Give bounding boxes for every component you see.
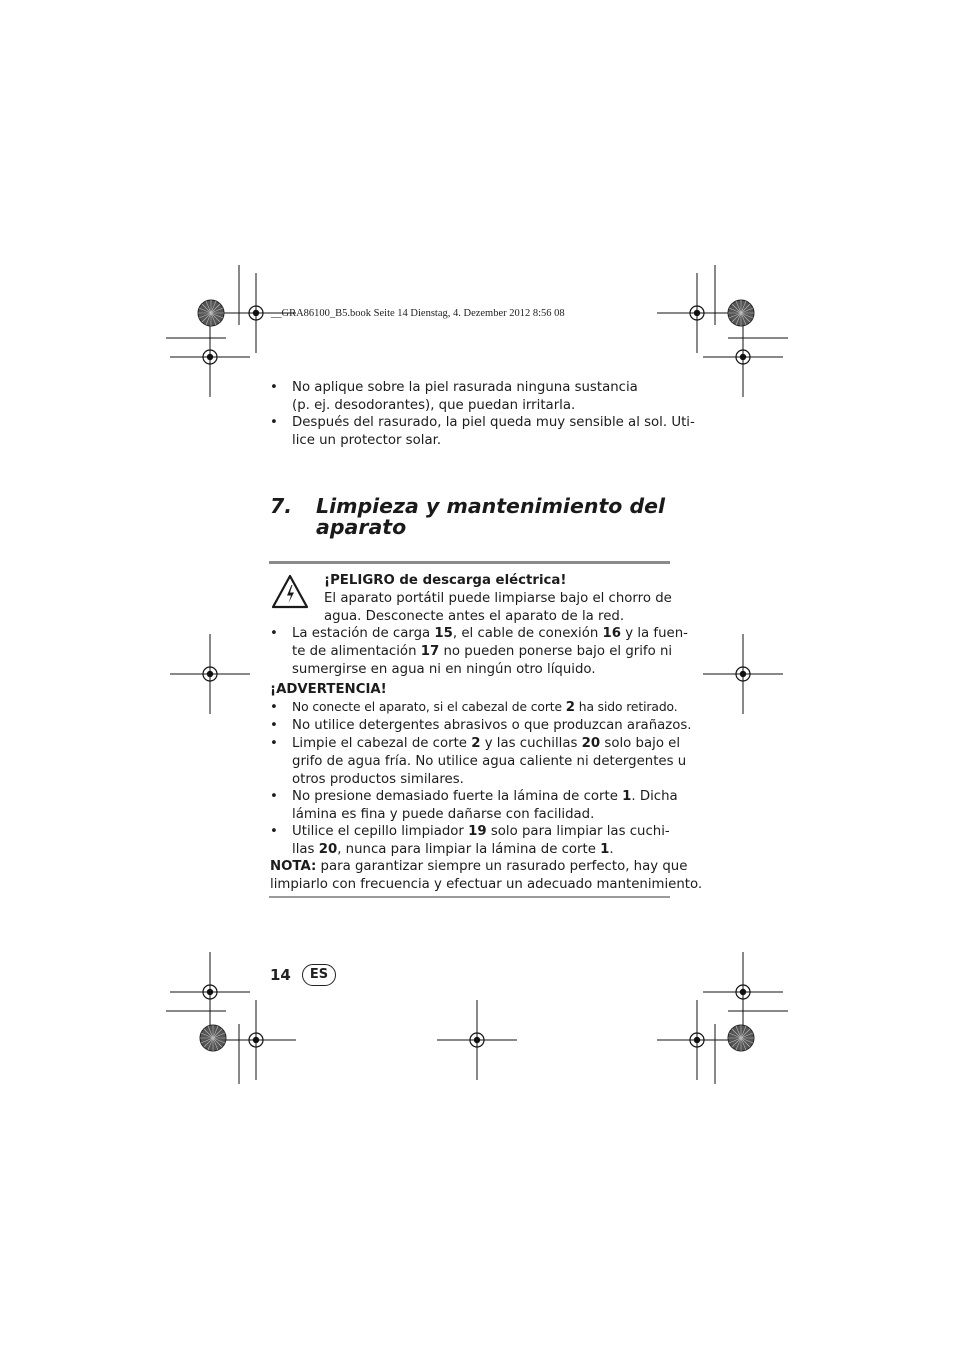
language-badge: ES: [302, 964, 336, 986]
ref-number: 20: [318, 841, 338, 857]
station-bullet-line-2: [292, 643, 672, 661]
note-label: NOTA:: [270, 859, 317, 874]
intro-bullet-2-line-2: lice un protector solar.: [292, 432, 442, 448]
text: llas: [292, 841, 319, 857]
page-number: 14: [270, 966, 291, 984]
danger-title: ¡PELIGRO de descarga eléctrica!: [324, 573, 567, 588]
text: Utilice el cepillo limpiador: [292, 824, 469, 839]
ref-number: 1: [622, 789, 632, 804]
text: No conecte el aparato, si el cabezal de corte: [292, 700, 566, 714]
warning-bullet-3-line-3: otros productos similares.: [292, 771, 464, 787]
text: , nunca para limpiar la lámina de corte: [337, 841, 601, 857]
warning-bullet-5-line-2: [292, 841, 672, 859]
text: , el cable de conexión: [452, 626, 603, 641]
text: no pueden ponerse bajo el grifo ni: [439, 643, 673, 659]
ref-number: 2: [565, 700, 575, 715]
ref-number: 16: [602, 626, 622, 641]
electric-warning-icon: [271, 574, 309, 610]
warning-bullet-4: • No presione demasiado fuerte la lámina de corte 1. Dicha lámina es fina y puede dañarse con facilidad.: [270, 789, 678, 822]
warning-bullet-2-line: No utilice detergentes abrasivos o que produzcan arañazos.: [292, 718, 692, 733]
ref-number: 2: [471, 736, 481, 751]
ref-number: 17: [420, 643, 440, 659]
ref-number: 19: [468, 824, 487, 839]
warning-bullet-2: • No utilice detergentes abrasivos o que produzcan arañazos.: [270, 718, 692, 733]
danger-block: [324, 572, 674, 625]
text: y las cuchillas: [480, 736, 582, 751]
note-line-2: limpiarlo con frecuencia y efectuar un adecuado mantenimiento.: [270, 876, 703, 892]
intro-bullet-1-line-2: (p. ej. desodorantes), que puedan irritarla.: [292, 397, 576, 413]
text: No presione demasiado fuerte la lámina de corte: [292, 789, 623, 804]
text: y la fuen-: [621, 626, 688, 641]
intro-bullet-2: • Después del rasurado, la piel queda muy sensible al sol. Uti- lice un protector solar.: [270, 415, 695, 448]
intro-bullet-2-line-1: Después del rasurado, la piel queda muy sensible al sol. Uti-: [292, 415, 695, 430]
text: Limpie el cabezal de corte: [292, 736, 472, 751]
section-divider: [269, 561, 670, 564]
ref-number: 1: [600, 841, 610, 857]
note-line-1: [270, 858, 688, 876]
station-bullet-line-3: sumergirse en agua ni en ningún otro líquido.: [292, 661, 596, 677]
station-bullet-line-1: [292, 625, 688, 643]
ref-number: 20: [581, 736, 601, 751]
warning-bullet-4-line-2: lámina es fina y puede dañarse con facilidad.: [292, 806, 595, 822]
text: .: [609, 841, 614, 857]
text: La estación de carga: [292, 626, 435, 641]
section-title-line-2: aparato: [316, 515, 407, 539]
danger-line-2: agua. Desconecte antes el aparato de la red.: [324, 608, 625, 624]
warning-bullet-5: • Utilice el cepillo limpiador 19 solo para limpiar las cuchi- llas 20, nunca para limpiar la lámina de corte 1.: [270, 823, 672, 859]
text: solo bajo el: [600, 736, 681, 751]
text: ha sido retirado.: [574, 700, 678, 714]
note-block: [270, 858, 703, 894]
intro-bullet-1-line-1: No aplique sobre la piel rasurada ninguna sustancia: [292, 380, 638, 395]
intro-bullet-1: • No aplique sobre la piel rasurada ninguna sustancia (p. ej. desodorantes), que puedan irritarla.: [270, 379, 672, 415]
text: solo para limpiar las cuchi-: [486, 824, 670, 839]
text: te de alimentación: [292, 643, 421, 659]
ref-number: 15: [434, 626, 453, 641]
warning-bullet-3-line-2: grifo de agua fría. No utilice agua caliente ni detergentes u: [292, 753, 687, 769]
warning-bullet-4-line-1: [292, 788, 678, 806]
print-info-line: __GRA86100_B5.book Seite 14 Dienstag, 4. Dezember 2012 8:56 08: [271, 308, 565, 319]
warning-bullet-1: • No conecte el aparato, si el cabezal de corte 2 ha sido retirado.: [270, 700, 678, 715]
section-number: 7.: [270, 494, 293, 518]
danger-line-1: El aparato portátil puede limpiarse bajo el chorro de: [324, 590, 672, 606]
warning-bullet-1-line: [292, 699, 678, 717]
text: . Dicha: [631, 789, 678, 804]
warning-bullet-5-line-1: [292, 823, 672, 841]
text: para garantizar siempre un rasurado perfecto, hay que: [316, 859, 688, 874]
warning-bullet-3-line-1: [292, 735, 681, 753]
section-title-line-1: Limpieza y mantenimiento del: [316, 494, 666, 518]
bottom-divider: [269, 896, 670, 898]
station-bullet: • La estación de carga 15, el cable de conexión 16 y la fuen- te de alimentación 17 no pueden ponerse bajo el grifo ni sumergirse en agua ni en ningún otro líquido.: [270, 626, 688, 677]
warning-title: ¡ADVERTENCIA!: [270, 682, 387, 697]
warning-bullet-3: • Limpie el cabezal de corte 2 y las cuchillas 20 solo bajo el grifo de agua fría. No utilice agua caliente ni detergentes u otros productos similares.: [270, 736, 687, 787]
